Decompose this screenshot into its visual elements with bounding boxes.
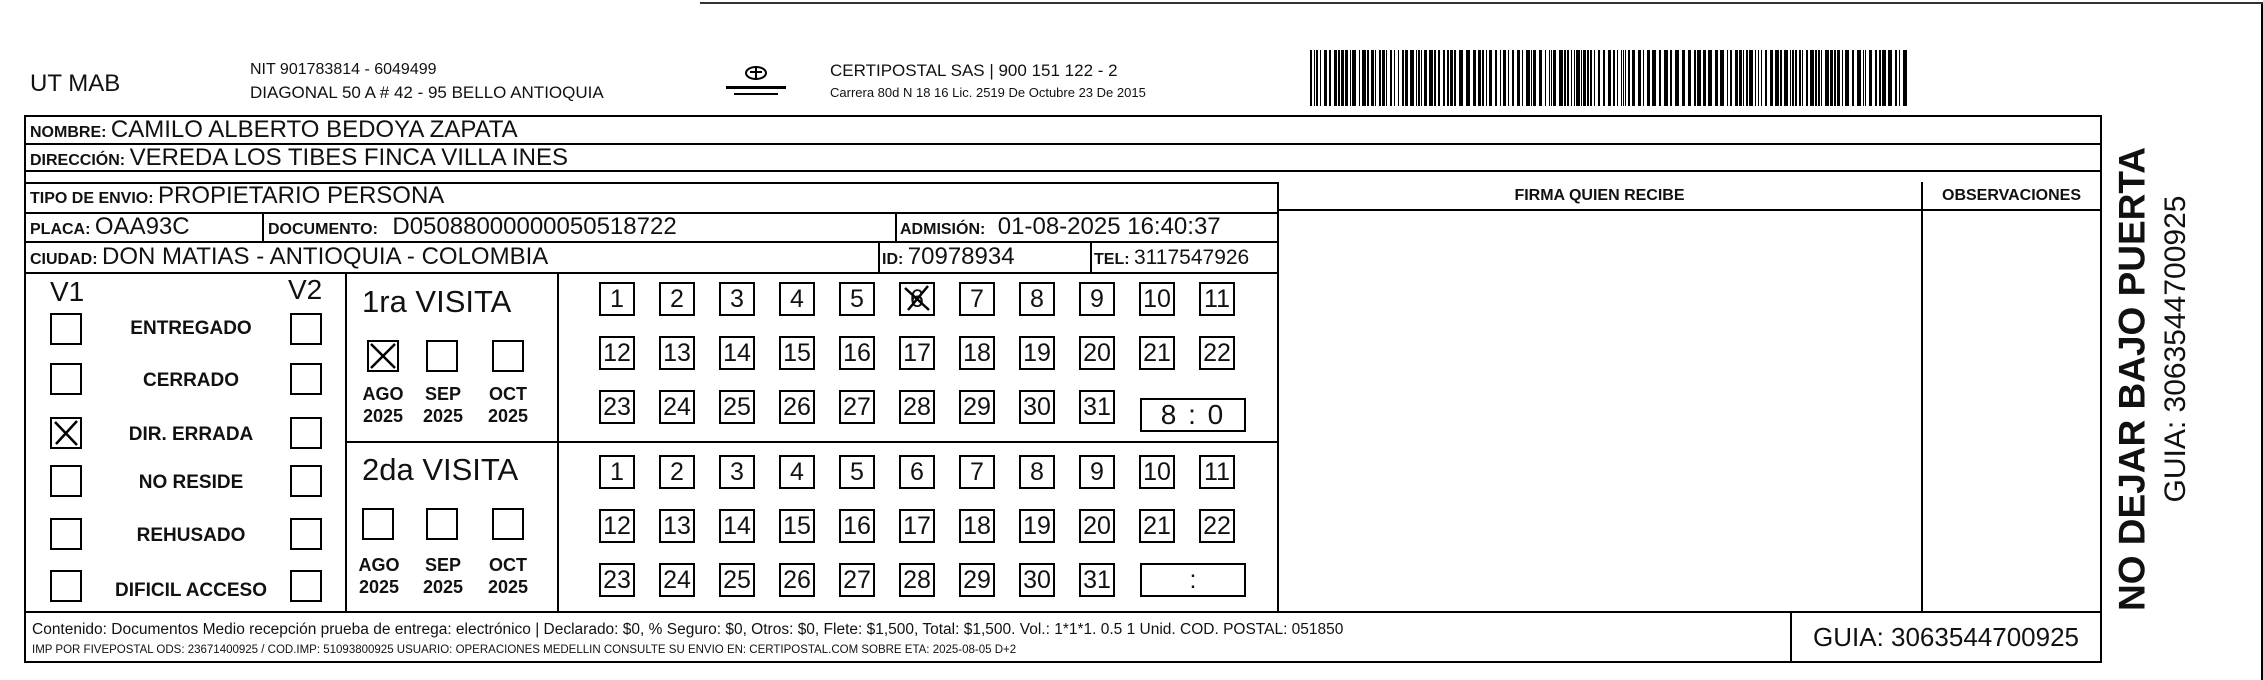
footer-guia: GUIA: 3063544700925: [1813, 622, 2079, 652]
month-year: 2025: [422, 405, 464, 426]
day-box[interactable]: 19: [1019, 509, 1055, 543]
month-year: 2025: [362, 405, 404, 426]
day-box[interactable]: 8: [1019, 282, 1055, 316]
nombre-value: CAMILO ALBERTO BEDOYA ZAPATA: [110, 116, 518, 143]
day-box[interactable]: 10: [1139, 455, 1175, 489]
day-box[interactable]: 11: [1199, 455, 1235, 489]
day-box[interactable]: 9: [1079, 455, 1115, 489]
documento-field: [268, 215, 677, 239]
v1-label: V1: [50, 276, 85, 307]
row-line: [24, 272, 1278, 274]
day-box[interactable]: 23: [599, 563, 635, 597]
footer-print-info: IMP POR FIVEPOSTAL ODS: 23671400925 / COD.IMP: 51093800925 USUARIO: OPERACIONES MEDELLIN CONSULTE SU ENVIO EN: CERTIPOSTAL.COM SOBRE ETA: 2025-08-05 D+2: [32, 644, 1017, 656]
day-box[interactable]: 27: [839, 563, 875, 597]
day-box[interactable]: 18: [959, 336, 995, 370]
day-box[interactable]: 3: [719, 282, 755, 316]
first-visit-title: 1ra VISITA: [362, 284, 512, 319]
day-box[interactable]: 6: [899, 282, 935, 316]
day-box[interactable]: 16: [839, 336, 875, 370]
month-year: 2025: [487, 405, 529, 426]
ciudad-field: [30, 245, 548, 269]
day-box[interactable]: 30: [1019, 563, 1055, 597]
row-line: [346, 441, 1278, 443]
day-box[interactable]: 20: [1079, 336, 1115, 370]
day-box[interactable]: 29: [959, 390, 995, 424]
day-box[interactable]: 15: [779, 336, 815, 370]
day-box[interactable]: 20: [1079, 509, 1115, 543]
id-label: ID:: [882, 251, 904, 268]
courier-license: Carrera 80d N 18 16 Lic. 2519 De Octubre 23 De 2015: [830, 85, 1146, 100]
time-field-first[interactable]: 8 : 0: [1140, 398, 1246, 432]
day-box[interactable]: 5: [839, 455, 875, 489]
day-box[interactable]: 2: [659, 282, 695, 316]
day-box[interactable]: 28: [899, 563, 935, 597]
column-line: [1921, 182, 1923, 612]
day-box[interactable]: 9: [1079, 282, 1115, 316]
company-address: DIAGONAL 50 A # 42 - 95 BELLO ANTIOQUIA: [250, 83, 604, 102]
day-box[interactable]: 26: [779, 390, 815, 424]
month-checkbox-oct[interactable]: [492, 340, 524, 372]
tipo-envio-label: TIPO DE ENVIO:: [30, 190, 154, 207]
month-year: 2025: [422, 576, 464, 597]
day-box[interactable]: 17: [899, 336, 935, 370]
admision-value: 01-08-2025 16:40:37: [997, 213, 1221, 240]
day-box[interactable]: 7: [959, 282, 995, 316]
month-year: 2025: [358, 576, 400, 597]
day-box[interactable]: 26: [779, 563, 815, 597]
month-name: AGO: [362, 384, 404, 404]
barcode: [1310, 50, 1910, 106]
status-label: ENTREGADO: [130, 318, 252, 339]
row-line: [1278, 209, 2100, 211]
month-checkbox-ago[interactable]: [362, 508, 394, 540]
day-box[interactable]: 24: [659, 390, 695, 424]
status-label: CERRADO: [142, 370, 240, 391]
day-box[interactable]: 25: [719, 563, 755, 597]
day-box[interactable]: 13: [659, 509, 695, 543]
ciudad-value: DON MATIAS - ANTIOQUIA - COLOMBIA: [102, 243, 549, 270]
day-box[interactable]: 1: [599, 282, 635, 316]
month-checkbox-sep[interactable]: [426, 340, 458, 372]
month-name: SEP: [424, 555, 462, 575]
courier-logo-icon: [722, 64, 790, 100]
day-box[interactable]: 11: [1199, 282, 1235, 316]
column-line: [1090, 241, 1092, 272]
tipo-envio-row: [30, 184, 444, 208]
nombre-label: NOMBRE:: [30, 124, 107, 141]
company-name: UT MAB: [30, 70, 121, 97]
month-year: 2025: [487, 576, 529, 597]
day-box[interactable]: 19: [1019, 336, 1055, 370]
border-line: [24, 115, 26, 663]
column-line: [557, 272, 559, 611]
month-name: SEP: [424, 384, 462, 404]
direccion-label: DIRECCIÓN:: [30, 152, 126, 169]
day-box[interactable]: 29: [959, 563, 995, 597]
day-box[interactable]: 8: [1019, 455, 1055, 489]
footer-content: Contenido: Documentos Medio recepción prueba de entrega: electrónico | Declarado: $0, % Seguro: $0, Otros: $0, Flete: $1,500, Total: $1,500. Vol.: 1*1*1. 0.5 1 Unid. COD. POSTAL: 051850: [32, 621, 1344, 638]
day-box[interactable]: 17: [899, 509, 935, 543]
month-label: [483, 384, 533, 427]
day-box[interactable]: 10: [1139, 282, 1175, 316]
status-label: DIR. ERRADA: [128, 424, 254, 445]
time-field-second[interactable]: :: [1140, 563, 1246, 597]
tipo-envio-value: PROPIETARIO PERSONA: [158, 182, 445, 209]
status-label: NO RESIDE: [138, 472, 244, 493]
day-box[interactable]: 31: [1079, 390, 1115, 424]
column-line: [1277, 182, 1279, 612]
courier-title: CERTIPOSTAL SAS | 900 151 122 - 2: [830, 61, 1118, 80]
v2-label: V2: [288, 274, 323, 305]
tel-label: TEL:: [1094, 251, 1130, 268]
day-box[interactable]: 25: [719, 390, 755, 424]
id-field: [882, 245, 1015, 269]
day-box[interactable]: 21: [1139, 509, 1175, 543]
admision-field: [900, 215, 1221, 239]
column-line: [345, 272, 347, 611]
month-label: [418, 555, 468, 598]
month-label: [418, 384, 468, 427]
nombre-row: [30, 118, 518, 142]
column-line: [878, 241, 880, 272]
day-box[interactable]: 27: [839, 390, 875, 424]
company-nit: NIT 901783814 - 6049499: [250, 61, 437, 78]
day-box[interactable]: 15: [779, 509, 815, 543]
tel-field: [1094, 247, 1249, 268]
day-box[interactable]: 14: [719, 336, 755, 370]
day-box[interactable]: 4: [779, 455, 815, 489]
day-box[interactable]: 12: [599, 336, 635, 370]
documento-label: DOCUMENTO:: [268, 221, 378, 238]
day-box[interactable]: 6: [899, 455, 935, 489]
day-box[interactable]: 4: [779, 282, 815, 316]
month-label: [354, 555, 404, 598]
side-guia: GUIA: 3063544700925: [2159, 195, 2192, 503]
month-label: [483, 555, 533, 598]
day-box[interactable]: 28: [899, 390, 935, 424]
day-box[interactable]: 21: [1139, 336, 1175, 370]
status-label: DIFICIL ACCESO: [114, 580, 267, 601]
month-checkbox-oct[interactable]: [492, 508, 524, 540]
day-box[interactable]: 24: [659, 563, 695, 597]
day-box[interactable]: 7: [959, 455, 995, 489]
border-line: [2100, 115, 2102, 663]
day-box[interactable]: 23: [599, 390, 635, 424]
month-name: AGO: [358, 555, 400, 575]
id-value: 70978934: [907, 243, 1015, 270]
day-box[interactable]: 14: [719, 509, 755, 543]
side-warning: NO DEJAR BAJO PUERTA: [2111, 147, 2153, 611]
documento-value: D05088000000050518722: [392, 213, 677, 240]
placa-label: PLACA:: [30, 221, 91, 238]
tel-value: 3117547926: [1134, 246, 1250, 269]
day-box[interactable]: 31: [1079, 563, 1115, 597]
top-edge-line: [700, 2, 2263, 4]
placa-field: [30, 215, 190, 239]
column-line: [262, 212, 264, 242]
handwritten-x-mark-icon: [899, 282, 935, 321]
second-visit-title: 2da VISITA: [362, 452, 519, 487]
observaciones-header: OBSERVACIONES: [1942, 187, 2081, 204]
firma-header: FIRMA QUIEN RECIBE: [1514, 187, 1685, 204]
admision-label: ADMISIÓN:: [900, 221, 986, 238]
column-line: [895, 212, 897, 242]
day-box[interactable]: 30: [1019, 390, 1055, 424]
day-box[interactable]: 18: [959, 509, 995, 543]
ciudad-label: CIUDAD:: [30, 251, 98, 268]
handwritten-x-mark-icon: [367, 340, 399, 372]
day-box[interactable]: 22: [1199, 336, 1235, 370]
month-label: [358, 384, 408, 427]
month-name: OCT: [489, 384, 527, 404]
month-name: OCT: [489, 555, 527, 575]
day-box[interactable]: 1: [599, 455, 635, 489]
day-box[interactable]: 22: [1199, 509, 1235, 543]
day-box[interactable]: 12: [599, 509, 635, 543]
placa-value: OAA93C: [94, 213, 190, 240]
day-box[interactable]: 13: [659, 336, 695, 370]
month-checkbox-sep[interactable]: [426, 508, 458, 540]
day-box[interactable]: 16: [839, 509, 875, 543]
status-label: REHUSADO: [136, 525, 246, 546]
direccion-value: VEREDA LOS TIBES FINCA VILLA INES: [129, 144, 568, 171]
day-box[interactable]: 2: [659, 455, 695, 489]
day-box[interactable]: 5: [839, 282, 875, 316]
direccion-row: [30, 146, 568, 170]
day-box[interactable]: 3: [719, 455, 755, 489]
